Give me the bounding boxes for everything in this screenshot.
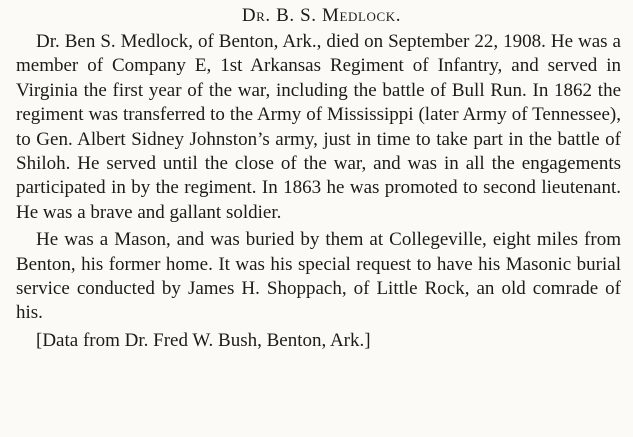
article-source-note: [Data from Dr. Fred W. Bush, Benton, Ark.] [36,329,371,351]
article-paragraph-2: He was a Mason, and was buried by them at Collegeville, eight miles from Benton, his former home. It was his special request to have his Masonic burial service conducted by James H. Shoppach, of Little Rock, an old comrade of his. [16,229,621,324]
article-title: Dr. B. S. Medlock. [241,5,402,26]
article-paragraph-1: Dr. Ben S. Medlock, of Benton, Ark., died on September 22, 1908. He was a member of Company E, 1st Arkansas Regiment of Infantry, and served in Virginia the first year of the war, including the battle of Bull Run. In 1862 the regiment was transferred to the Army of Mississippi (later Army of Tennessee), to Gen. Albert Sidney Johnston’s army, just in time to take part in the battle of Shiloh. He served until the close of the war, and was in all the engagements participated in by the regiment. In 1863 he was promoted to second lieutenant. He was a brave and gallant soldier. [16,31,621,223]
